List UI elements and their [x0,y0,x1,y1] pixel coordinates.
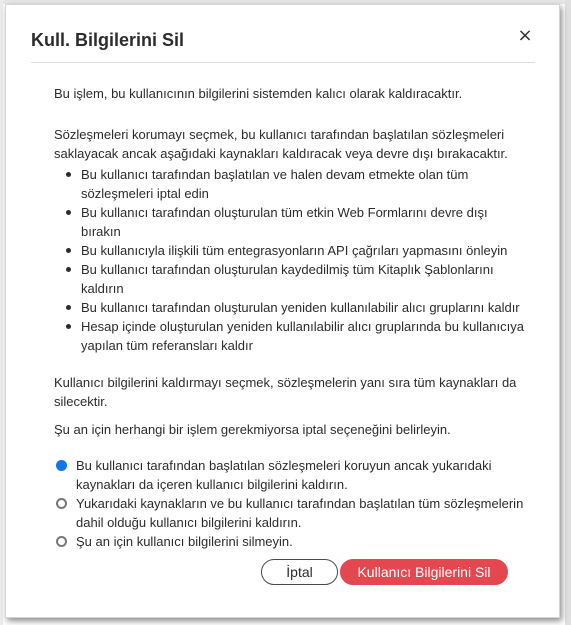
intro-text: Bu işlem, bu kullanıcının bilgilerini sistemden kalıcı olarak kaldıracaktır. [54,86,463,101]
option-label: Şu an için kullanıcı bilgilerini silmeyin. [76,534,293,549]
option-remove-all[interactable] [54,494,524,532]
backdrop-right [565,0,571,625]
backdrop-left [0,0,3,625]
radio-unselected-icon[interactable] [56,498,67,509]
close-icon[interactable]: × [517,25,533,46]
dialog-body [54,84,524,551]
delete-options-radio-group [54,456,524,551]
cancel-button[interactable]: İptal [261,559,338,585]
list-item: Bu kullanıcı tarafından oluşturulan kaydedilmiş tüm Kitaplık Şablonlarını kaldırın [81,260,524,298]
resource-list [54,165,524,355]
list-item: Bu kullanıcı tarafından oluşturulan yeniden kullanılabilir alıcı gruplarını kaldır [81,298,524,317]
cancel-hint-text: Şu an için herhangi bir işlem gerekmiyorsa iptal seçeneğini belirleyin. [54,422,451,437]
radio-unselected-icon[interactable] [56,536,67,547]
list-item: Bu kullanıcıyla ilişkili tüm entegrasyonların API çağrıları yapmasını önleyin [81,241,524,260]
list-item: Bu kullanıcı tarafından oluşturulan tüm etkin Web Formlarını devre dışı bırakın [81,203,524,241]
delete-user-info-button[interactable]: Kullanıcı Bilgilerini Sil [340,559,508,585]
option-label: Bu kullanıcı tarafından başlatılan sözleşmeleri koruyun ancak yukarıdaki kaynakları da içeren kullanıcı bilgilerini kaldırın. [76,458,492,492]
header-divider [31,62,535,63]
dialog-title: Kull. Bilgilerini Sil [31,30,185,50]
option-keep-agreements[interactable] [54,456,524,494]
list-item: Hesap içinde oluşturulan yeniden kullanılabilir alıcı gruplarında bu kullanıcıya yapılan tüm referansları kaldır [81,319,524,353]
option-label: Yukarıdaki kaynakların ve bu kullanıcı tarafından başlatılan tüm sözleşmelerin dahil olduğu kullanıcı bilgilerini kaldırın. [76,496,524,530]
option-do-not-delete[interactable] [54,532,524,551]
delete-user-dialog [5,4,560,618]
keep-agreements-text: Sözleşmeleri korumayı seçmek, bu kullanıcı tarafından başlatılan sözleşmeleri saklayacak ancak aşağıdaki kaynakları kaldıracak veya devre dışı bırakacaktır. [54,127,508,161]
remove-all-text: Kullanıcı bilgilerini kaldırmayı seçmek, sözleşmelerin yanı sıra tüm kaynakları da silecektir. [54,375,517,409]
radio-selected-icon[interactable] [56,460,67,471]
list-item: Bu kullanıcı tarafından başlatılan ve halen devam etmekte olan tüm sözleşmeleri iptal edin [81,165,524,203]
